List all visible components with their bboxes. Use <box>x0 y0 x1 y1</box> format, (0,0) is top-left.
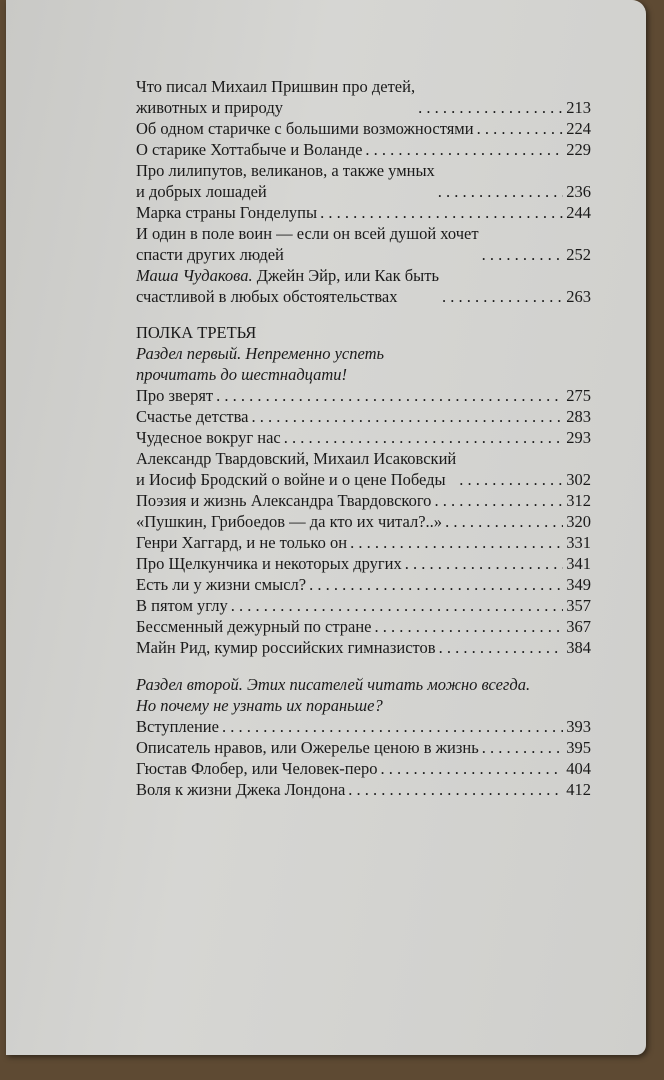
entry-title: Про лилипутов, великанов, а также умных и добрых лошадей <box>136 161 435 201</box>
entry-title: Про зверят <box>136 386 214 405</box>
page-number: 283 <box>566 407 591 426</box>
entry-title: Марка страны Гонделупы <box>136 203 318 222</box>
part1-entries <box>136 385 591 658</box>
toc-entry <box>136 448 591 490</box>
toc-entry <box>136 490 591 511</box>
entry-title: Есть ли у жизни смысл? <box>136 575 307 594</box>
entry-title: Счастье детства <box>136 407 249 426</box>
page-number: 275 <box>566 386 591 405</box>
part2-entries <box>136 716 591 800</box>
page-number: 312 <box>566 491 591 510</box>
page-number: 412 <box>566 780 591 799</box>
entry-title: Генри Хаггард, и не только он <box>136 533 348 552</box>
entry-author: Маша Чудакова. <box>136 266 253 285</box>
page-number: 229 <box>566 140 591 159</box>
page-number: 252 <box>566 245 591 264</box>
toc-entry <box>136 737 591 758</box>
page-number: 395 <box>566 738 591 757</box>
part1-title: Раздел первый. Непременно успеть прочитать до шестнадцати! <box>136 344 385 384</box>
dot-leader <box>439 637 564 658</box>
dot-leader <box>365 139 563 160</box>
entry-title: И один в поле воин — если он всей душой хочет спасти других людей <box>136 224 479 264</box>
dot-leader <box>418 97 563 118</box>
entry-title: Вступление <box>136 717 219 736</box>
dot-leader <box>284 427 564 448</box>
page-number: 357 <box>566 596 591 615</box>
dot-leader <box>380 758 563 779</box>
dot-leader <box>251 406 563 427</box>
entry-title: В пятом углу <box>136 596 228 615</box>
toc-entry <box>136 385 591 406</box>
toc-entry <box>136 595 591 616</box>
page-number: 320 <box>566 512 591 531</box>
page-number: 349 <box>566 575 591 594</box>
dot-leader <box>445 511 563 532</box>
top-entries <box>136 76 591 307</box>
dot-leader <box>482 244 564 265</box>
toc-entry <box>136 532 591 553</box>
dot-leader <box>405 553 564 574</box>
toc-entry <box>136 265 591 307</box>
toc-entry <box>136 637 591 658</box>
page-number: 224 <box>566 119 591 138</box>
page-number: 384 <box>566 638 591 657</box>
dot-leader <box>459 469 563 490</box>
dot-leader <box>350 532 563 553</box>
dot-leader <box>438 181 563 202</box>
entry-title: «Пушкин, Грибоедов — да кто их читал?..» <box>136 512 443 531</box>
toc-entry <box>136 511 591 532</box>
toc-entry <box>136 223 591 265</box>
page-number: 393 <box>566 717 591 736</box>
toc-entry <box>136 553 591 574</box>
dot-leader <box>222 716 563 737</box>
toc-entry <box>136 574 591 595</box>
entry-title: Про Щелкунчика и некоторых других <box>136 554 402 573</box>
dot-leader <box>216 385 563 406</box>
entry-title-text: Джейн Эйр, или Как быть счастливой в любых обстоятельствах <box>136 266 439 306</box>
dot-leader <box>320 202 563 223</box>
section-title: ПОЛКА ТРЕТЬЯ <box>136 323 257 342</box>
toc-entry <box>136 406 591 427</box>
toc-entry <box>136 716 591 737</box>
table-of-contents <box>136 76 591 800</box>
toc-entry <box>136 76 591 118</box>
page-number: 263 <box>566 287 591 306</box>
toc-entry <box>136 758 591 779</box>
entry-title: О старике Хоттабыче и Воланде <box>136 140 363 159</box>
page-number: 367 <box>566 617 591 636</box>
toc-entry <box>136 118 591 139</box>
entry-title <box>136 265 439 307</box>
toc-entry <box>136 427 591 448</box>
toc-entry <box>136 616 591 637</box>
page-number: 236 <box>566 182 591 201</box>
dot-leader <box>434 490 563 511</box>
entry-title: Воля к жизни Джека Лондона <box>136 780 346 799</box>
dot-leader <box>442 286 563 307</box>
entry-title: Описатель нравов, или Ожерелье ценою в жизнь <box>136 738 479 757</box>
page-number: 404 <box>566 759 591 778</box>
entry-title: Что писал Михаил Пришвин про детей, животных и природу <box>136 77 416 117</box>
page-number: 213 <box>566 98 591 117</box>
entry-title: Гюстав Флобер, или Человек-перо <box>136 759 378 778</box>
dot-leader <box>477 118 564 139</box>
page-number: 331 <box>566 533 591 552</box>
toc-entry <box>136 160 591 202</box>
entry-title: Поэзия и жизнь Александра Твардовского <box>136 491 432 510</box>
page-number: 341 <box>566 554 591 573</box>
toc-entry <box>136 139 591 160</box>
book-page <box>6 0 646 1055</box>
dot-leader <box>309 574 563 595</box>
entry-title: Майн Рид, кумир российских гимназистов <box>136 638 436 657</box>
entry-title: Чудесное вокруг нас <box>136 428 281 447</box>
entry-title: Об одном старичке с большими возможностями <box>136 119 474 138</box>
dot-leader <box>231 595 564 616</box>
dot-leader <box>482 737 564 758</box>
dot-leader <box>348 779 563 800</box>
toc-entry <box>136 779 591 800</box>
dot-leader <box>374 616 563 637</box>
part2-title: Раздел второй. Этих писателей читать можно всегда. Но почему не узнать их пораньше? <box>136 675 531 715</box>
entry-title: Бессменный дежурный по стране <box>136 617 372 636</box>
entry-title: Александр Твардовский, Михаил Исаковский и Иосиф Бродский о войне и о цене Победы <box>136 449 457 489</box>
page-number: 302 <box>566 470 591 489</box>
page-number: 244 <box>566 203 591 222</box>
page-number: 293 <box>566 428 591 447</box>
toc-entry <box>136 202 591 223</box>
